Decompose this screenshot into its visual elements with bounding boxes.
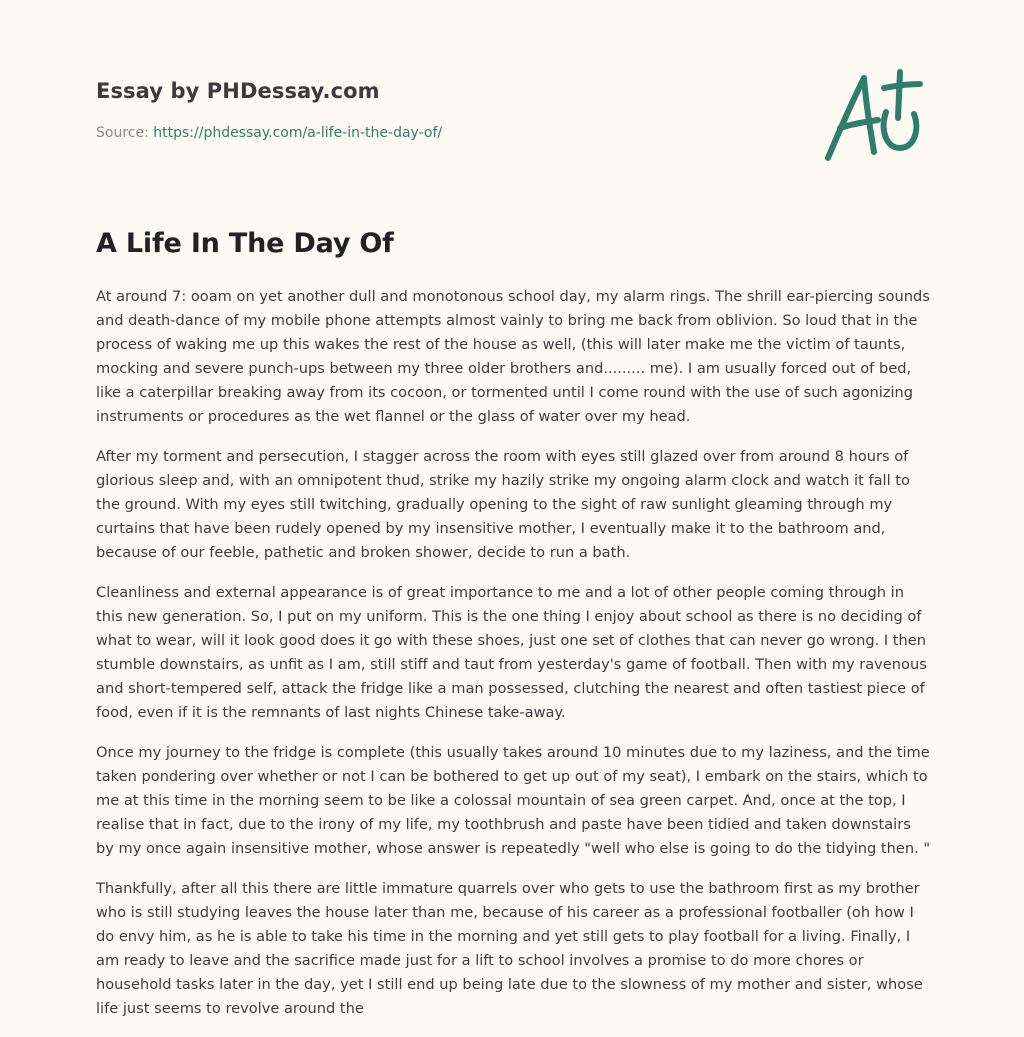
site-brand: Essay by PHDessay.com (96, 79, 380, 103)
a-plus-logo-svg (820, 66, 930, 166)
essay-paragraph: Cleanliness and external appearance is of great importance to me and a lot of other people coming through in this new generation. So, I put on my uniform. This is the one thing I enjoy about school as there is no deciding of what to wear, will it look good does it go with these shoes, just one set of clothes that can never go wrong. I then stumble downstairs, as unfit as I am, still stiff and taut from yesterday's game of football. Then with my ravenous and short-tempered self, attack the fridge like a man possessed, clutching the nearest and often tastiest piece of food, even if it is the remnants of last nights Chinese take-away. (96, 584, 927, 721)
source-link[interactable]: https://phdessay.com/a-life-in-the-day-of/ (153, 125, 443, 141)
essay-paragraph: Once my journey to the fridge is complete (this usually takes around 10 minutes due to my laziness, and the time taken pondering over whether or not I can be bothered to get up out of my seat), I embark on the stairs, which to me at this time in the morning seem to be like a colossal mountain of sea green carpet. And, once at the top, I realise that in fact, due to the irony of my life, my toothbrush and paste have been tidied and taken downstairs by my once again insensitive mother, whose answer is repeatedly "well who else is going to do the tidying then. " (96, 744, 931, 857)
header (96, 78, 796, 142)
essay-paragraph: Thankfully, after all this there are little immature quarrels over who gets to use the bathroom first as my brother who is still studying leaves the house later than me, because of his career as a professional footballer (oh how I do envy him, as he is able to take his time in the morning and yet still gets to play football for a living. Finally, I am ready to leave and the sacrifice made just for a lift to school involves a promise to do more chores or household tasks later in the day, yet I still end up being late due to the slowness of my mother and sister, whose life just seems to revolve around the (96, 880, 923, 1017)
source-label: Source: (96, 125, 154, 141)
essay-paragraph: At around 7: ooam on yet another dull and monotonous school day, my alarm rings. The shrill ear-piercing sounds and death-dance of my mobile phone attempts almost vainly to bring me back from oblivion. So loud that in the process of waking me up this wakes the rest of the house as well, (this will later make me the victim of taunts, mocking and severe punch-ups between my three older brothers and......... me). I am usually forced out of bed, like a caterpillar breaking away from its cocoon, or tormented until I come round with the use of such agonizing instruments or procedures as the wet flannel or the glass of water over my head. (96, 288, 930, 425)
source-line (96, 124, 796, 142)
essay-paragraph: After my torment and persecution, I stagger across the room with eyes still glazed over from around 8 hours of glorious sleep and, with an omnipotent thud, strike my hazily strike my ongoing alarm clock and watch it fall to the ground. With my eyes still twitching, gradually opening to the sight of raw sunlight gleaming through my curtains that have been rudely opened by my insensitive mother, I eventually make it to the bathroom and, because of our feeble, pathetic and broken shower, decide to run a bath. (96, 448, 910, 561)
essay-title: A Life In The Day Of (96, 228, 394, 259)
essay-body (96, 285, 932, 1037)
a-plus-grade-icon (820, 66, 930, 166)
